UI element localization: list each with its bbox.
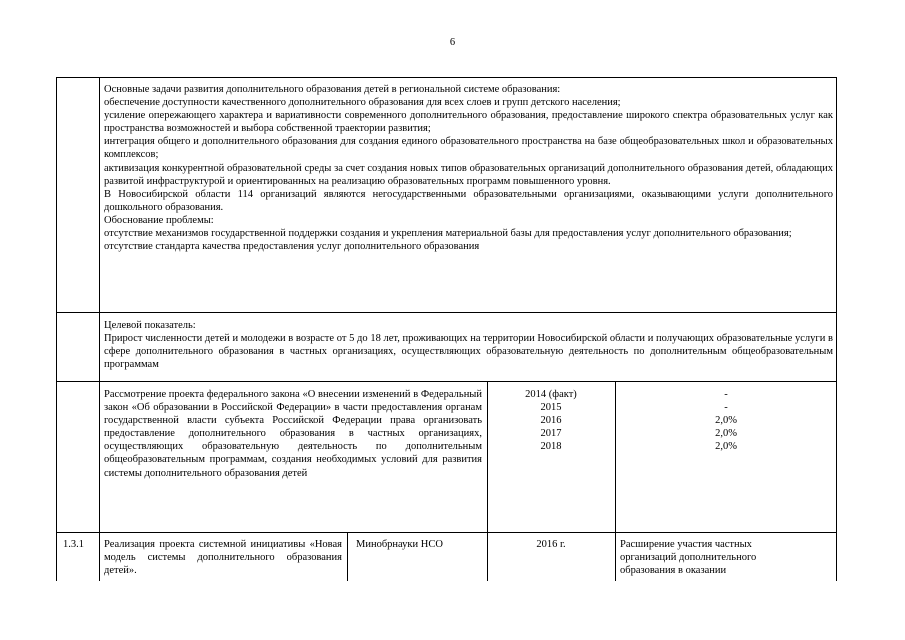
plan-table: [56, 77, 837, 581]
indicator-value: -: [724, 402, 728, 414]
task-item: усиление опережающего характера и вариативности современного дополнительного образования, предоставление широкого спектра образовательных услуг как пространства возможностей и выбора собственной траектории развития;: [104, 110, 833, 135]
indicator-value: 2,0%: [715, 441, 737, 453]
target-indicator-text: Прирост численности детей и молодежи в возрасте от 5 до 18 лет, проживающих на территории Новосибирской области и получающих образовательные услуги в сфере дополнительного образования в частных организациях, осуществляющих образовательную деятельность по дополнительным общеобразовательным программам: [104, 333, 833, 371]
table-left-border: [56, 77, 57, 581]
target-indicator-block: [104, 319, 833, 371]
row-divider: [56, 381, 837, 382]
year-value: 2014 (факт): [525, 389, 577, 400]
table-right-border: [836, 77, 837, 581]
task-item: интеграция общего и дополнительного образования для создания единого образовательного пространства на базе общеобразовательных школ и образовательных комплексов;: [104, 136, 833, 161]
indicator-value: 2,0%: [715, 415, 737, 427]
tasks-heading: Основные задачи развития дополнительного образования детей в региональной системе образования:: [104, 84, 561, 95]
year-value: 2018: [540, 441, 562, 453]
table-top-border: [56, 77, 837, 78]
column-divider: [615, 381, 616, 581]
years-list: [492, 388, 610, 453]
problem-item: отсутствие механизмов государственной поддержки создания и укрепления материальной базы для предоставления услуг дополнительного образования;: [104, 228, 792, 240]
row-divider: [56, 312, 837, 313]
tasks-block: [104, 83, 833, 253]
page-number: 6: [449, 37, 456, 48]
law-draft-description: Рассмотрение проекта федерального закона «О внесении изменений в Федеральный закон «Об образовании в Российской Федерации» в части предоставления органам государственной власти субъекта Российской Федерации права организовать предоставление дополнительного образования в частных организациях, осуществляющих образовательную деятельность по дополнительным общеобразовательным программам, создания необходимых условий для развития системы дополнительного образования детей: [104, 389, 482, 479]
column-divider: [487, 381, 488, 581]
item-number: 1.3.1: [63, 539, 84, 550]
task-item: активизация конкурентной образовательной среды за счет создания новых типов образовательных организаций дополнительного образования детей, обладающих развитой инфраструктурой и ориентированных на реализацию образовательных программ повышенного уровня.: [104, 162, 833, 187]
problem-item: отсутствие стандарта качества предоставления услуг дополнительного образования: [104, 241, 480, 253]
year-value: 2017: [540, 428, 562, 440]
target-indicator-heading: Целевой показатель:: [104, 320, 196, 331]
indicator-value: 2,0%: [715, 428, 737, 440]
indicator-value: -: [724, 389, 728, 400]
column-divider: [99, 77, 100, 581]
indicator-values-list: [620, 388, 832, 453]
item-result: Расширение участия частных организаций дополнительного образования в оказании: [620, 539, 757, 577]
item-executor: Минобрнауки НСО: [356, 539, 443, 550]
year-value: 2016: [540, 415, 562, 427]
problems-heading: Обоснование проблемы:: [104, 214, 214, 226]
item-term: 2016 г.: [536, 539, 566, 550]
column-divider: [347, 532, 348, 581]
row-divider: [56, 532, 837, 533]
item-description: Реализация проекта системной инициативы «Новая модель системы дополнительного образования детей».: [104, 539, 342, 577]
task-item: обеспечение доступности качественного дополнительного образования для всех слоев и групп детского населения;: [104, 97, 621, 109]
organizations-note: В Новосибирской области 114 организаций являются негосударственными образовательными организациями, оказывающими услуги дополнительного дошкольного образования.: [104, 188, 833, 213]
year-value: 2015: [540, 402, 562, 414]
